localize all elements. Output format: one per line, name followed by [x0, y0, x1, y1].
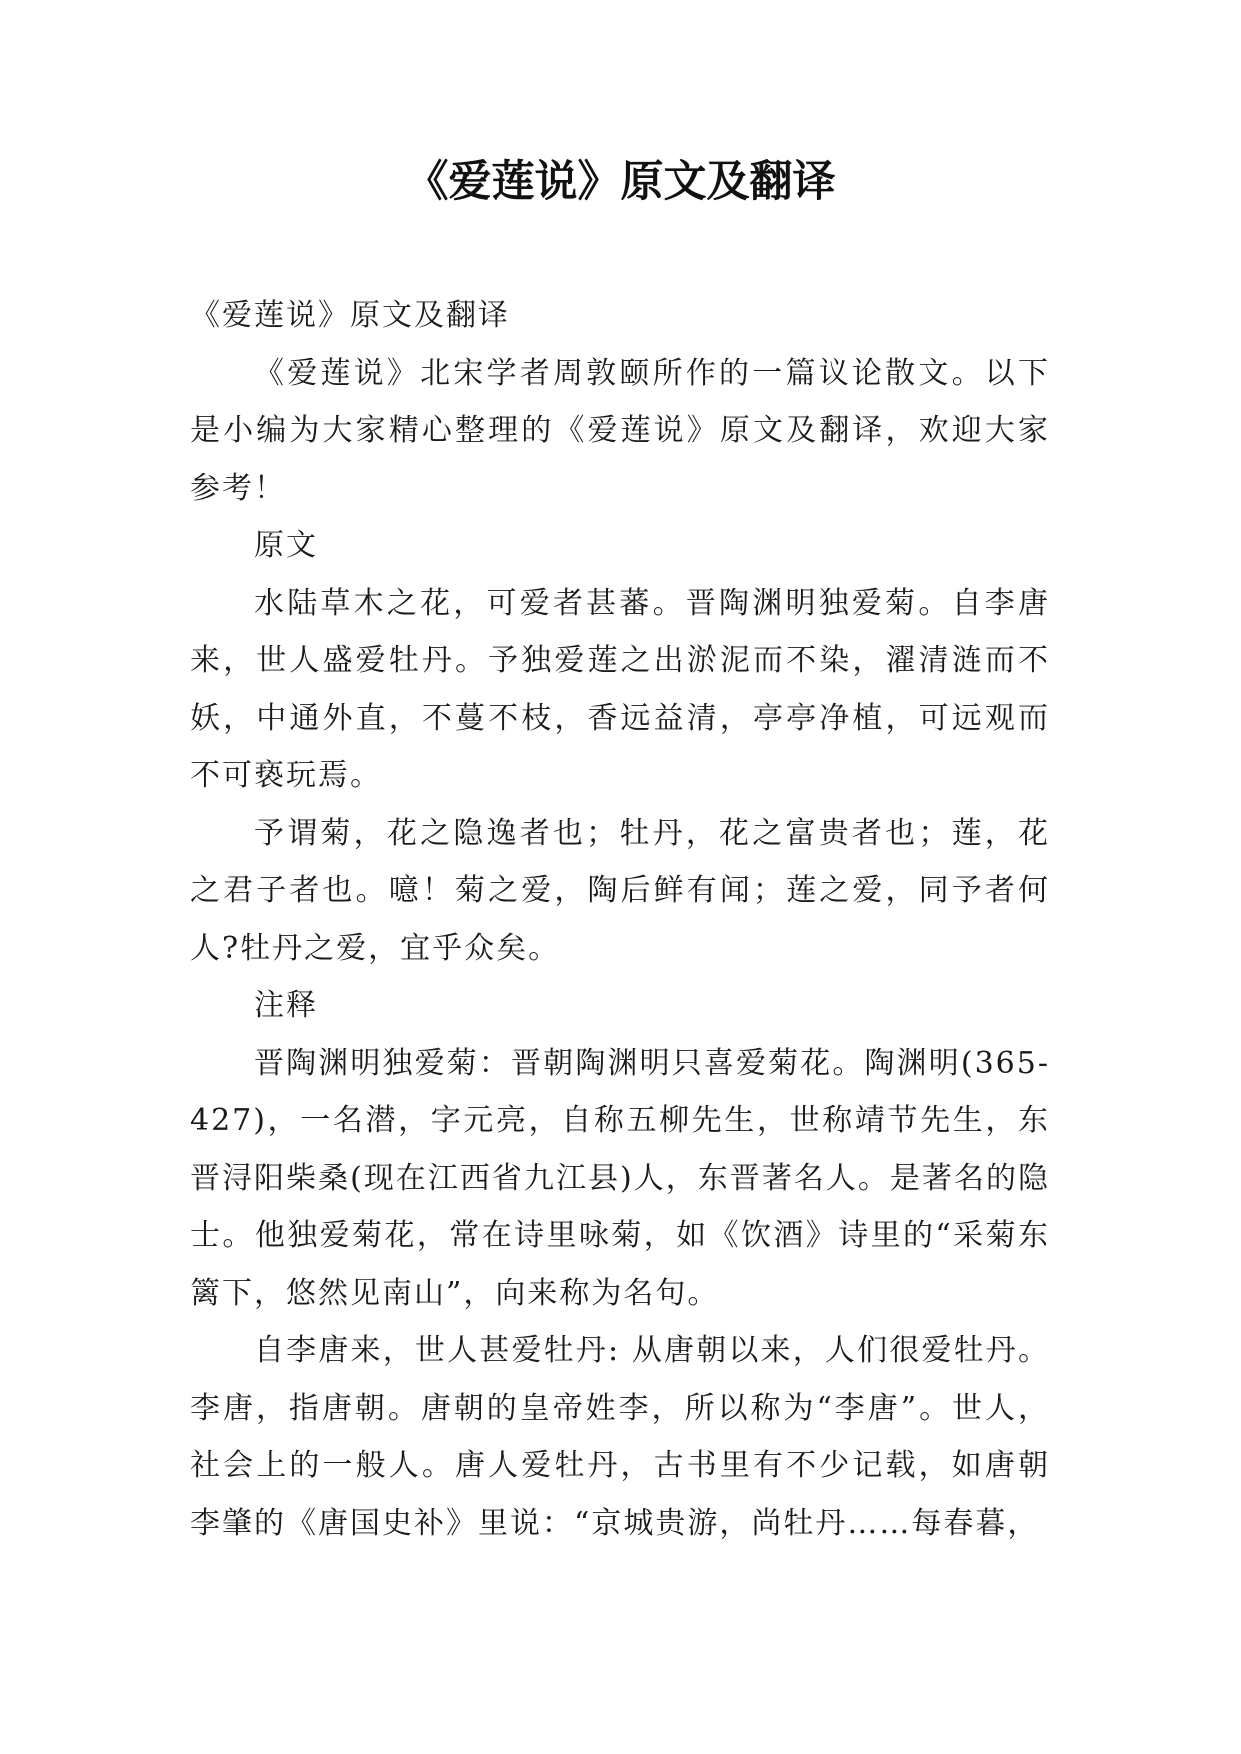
section-heading-notes: 注释 [254, 988, 318, 1023]
intro-paragraph: 《爱莲说》北宋学者周敦颐所作的一篇议论散文。以下是小编为大家精心整理的《爱莲说》原文及翻译，欢迎大家参考！ [190, 355, 1050, 506]
section-heading-original: 原文 [254, 528, 318, 563]
original-paragraph-1: 水陆草木之花，可爱者甚蕃。晋陶渊明独爱菊。自李唐来，世人盛爱牡丹。予独爱莲之出淤泥而不染，濯清涟而不妖，中通外直，不蔓不枝，香远益清，亭亭净植，可远观而不可亵玩焉。 [190, 585, 1050, 793]
original-paragraph-2: 予谓菊，花之隐逸者也；牡丹，花之富贵者也；莲，花之君子者也。噫！菊之爱，陶后鲜有闻；莲之爱，同予者何人?牡丹之爱，宜乎众矣。 [190, 815, 1050, 966]
document-body [190, 287, 1050, 1552]
note-paragraph-1: 晋陶渊明独爱菊：晋朝陶渊明只喜爱菊花。陶渊明(365-427)，一名潜，字元亮，自称五柳先生，世称靖节先生，东晋浔阳柴桑(现在江西省九江县)人，东晋著名人。是著名的隐士。他独爱菊花，常在诗里咏菊，如《饮酒》诗里的“采菊东篱下，悠然见南山”，向来称为名句。 [190, 1045, 1050, 1311]
subtitle-line: 《爱莲说》原文及翻译 [190, 298, 510, 333]
note-paragraph-2: 自李唐来，世人甚爱牡丹: 从唐朝以来，人们很爱牡丹。李唐，指唐朝。唐朝的皇帝姓李，所以称为“李唐”。世人，社会上的一般人。唐人爱牡丹，古书里有不少记载，如唐朝李肇的《唐国史补》里说：“京城贵游，尚牡丹……每春暮， [190, 1333, 1050, 1541]
document-title: 《爱莲说》原文及翻译 [405, 157, 836, 207]
